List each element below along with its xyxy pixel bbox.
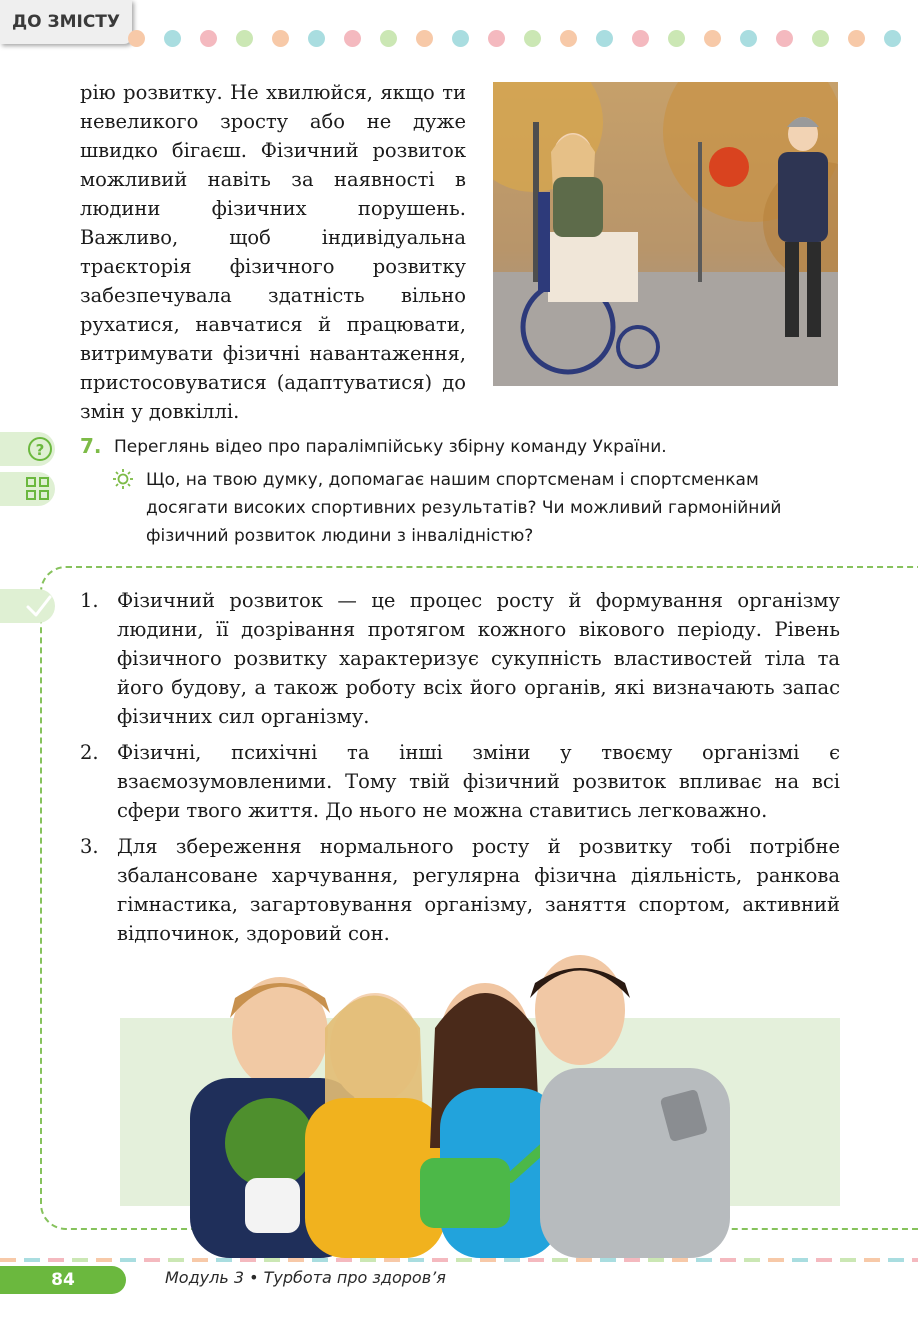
footer-dash xyxy=(48,1258,64,1262)
footer-dash xyxy=(240,1258,256,1262)
decorative-dot xyxy=(812,30,829,47)
summary-item xyxy=(80,738,840,825)
summary-list xyxy=(80,586,840,955)
footer-dash xyxy=(408,1258,424,1262)
footer-dash xyxy=(792,1258,808,1262)
decorative-dot-row xyxy=(128,30,908,48)
footer-dash xyxy=(96,1258,112,1262)
decorative-dot xyxy=(308,30,325,47)
intro-paragraph: рію розвитку. Не хвилюйся, якщо ти невеликого зросту або не дуже швидко бігаєш. Фізичний розвиток можливий навіть за наявності в людини фізичних порушень. Важливо, щоб індивідуальна траєкторія фізичного розвитку забезпечувала здатність вільно рухатися, навчатися й працювати, витримувати фізичні навантаження, пристосовуватися (адаптуватися) до змін у довкіллі. xyxy=(80,81,466,423)
summary-item-text: Фізичний розвиток — це процес росту й формування організму людини, її дозрівання протягом кожного вікового періоду. Рівень фізичного розвитку характеризує сукупність властивостей тіла та його будову, а також роботу всіх його органів, які визначають запас фізичних сил організму. xyxy=(117,589,840,728)
footer-dash xyxy=(912,1258,918,1262)
decorative-dot xyxy=(380,30,397,47)
footer-dash xyxy=(672,1258,688,1262)
qr-code-tab[interactable] xyxy=(0,472,55,506)
footer-dash xyxy=(504,1258,520,1262)
footer-dash xyxy=(288,1258,304,1262)
footer-dash xyxy=(744,1258,760,1262)
footer-dashed-line xyxy=(0,1258,918,1262)
summary-item-number: 1. xyxy=(80,589,99,612)
qr-code-icon xyxy=(0,472,55,506)
question-tab xyxy=(0,432,55,466)
decorative-dot xyxy=(668,30,685,47)
footer-dash xyxy=(816,1258,832,1262)
decorative-dot xyxy=(128,30,145,47)
footer-dash xyxy=(336,1258,352,1262)
decorative-dot xyxy=(848,30,865,47)
decorative-dot xyxy=(704,30,721,47)
summary-tab xyxy=(0,589,55,623)
footer-dash xyxy=(24,1258,40,1262)
decorative-dot xyxy=(740,30,757,47)
summary-item xyxy=(80,832,840,948)
kids-selfie-photo xyxy=(120,948,840,1258)
footer-dash xyxy=(456,1258,472,1262)
wheelchair-basketball-photo xyxy=(493,82,838,386)
decorative-dot xyxy=(452,30,469,47)
page-number: 84 xyxy=(0,1266,126,1294)
footer-dash xyxy=(480,1258,496,1262)
footer-dash xyxy=(648,1258,664,1262)
decorative-dot xyxy=(488,30,505,47)
decorative-dot xyxy=(236,30,253,47)
decorative-dot xyxy=(596,30,613,47)
footer-dash xyxy=(384,1258,400,1262)
question-icon xyxy=(0,432,55,466)
footer-dash xyxy=(576,1258,592,1262)
task-number: 7. xyxy=(80,434,102,458)
decorative-dot xyxy=(524,30,541,47)
decorative-dot xyxy=(416,30,433,47)
decorative-dot xyxy=(272,30,289,47)
footer-dash xyxy=(312,1258,328,1262)
footer-dash xyxy=(840,1258,856,1262)
decorative-dot xyxy=(884,30,901,47)
decorative-dot xyxy=(164,30,181,47)
summary-item-text: Для збереження нормального росту й розвитку тобі потрібне збалансоване харчування, регулярна фізична діяльність, ранкова гімнастика, загартовування організму, заняття спортом, активний відпочинок, здоровий сон. xyxy=(117,835,840,945)
decorative-dot xyxy=(344,30,361,47)
footer-dash xyxy=(168,1258,184,1262)
footer-dash xyxy=(144,1258,160,1262)
task-instruction: Переглянь відео про паралімпійську збірну команду України. xyxy=(114,437,667,457)
toc-button[interactable]: ДО ЗМІСТУ xyxy=(0,0,132,44)
sun-icon xyxy=(112,468,134,490)
footer-dash xyxy=(768,1258,784,1262)
footer-dash xyxy=(600,1258,616,1262)
summary-item-number: 2. xyxy=(80,741,99,764)
footer-dash xyxy=(888,1258,904,1262)
svg-text:?: ? xyxy=(35,441,45,459)
footer-dash xyxy=(72,1258,88,1262)
footer-dash xyxy=(624,1258,640,1262)
footer-dash xyxy=(264,1258,280,1262)
footer-dash xyxy=(192,1258,208,1262)
decorative-dot xyxy=(560,30,577,47)
footer-dash xyxy=(360,1258,376,1262)
footer-dash xyxy=(864,1258,880,1262)
footer-dash xyxy=(720,1258,736,1262)
decorative-dot xyxy=(632,30,649,47)
summary-item-text: Фізичні, психічні та інші зміни у твоєму організмі є взаємозумовленими. Тому твій фізичний розвиток впливає на всі сфери твого життя. До нього не можна ставитись легковажно. xyxy=(117,741,840,822)
footer-dash xyxy=(552,1258,568,1262)
footer-dash xyxy=(528,1258,544,1262)
footer-dash xyxy=(696,1258,712,1262)
footer-dash xyxy=(216,1258,232,1262)
footer-module-title: Модуль 3 • Турбота про здоров’я xyxy=(165,1268,446,1287)
checkmark-icon xyxy=(0,589,55,623)
task-question: Що, на твою думку, допомагає нашим спортсменам і спортсменкам досягати високих спортивних результатів? Чи можливий гармонійний фізичний розвиток людини з інвалідністю? xyxy=(146,470,782,546)
footer-dash xyxy=(432,1258,448,1262)
footer-dash xyxy=(0,1258,16,1262)
decorative-dot xyxy=(200,30,217,47)
summary-item xyxy=(80,586,840,731)
decorative-dot xyxy=(776,30,793,47)
footer-dash xyxy=(120,1258,136,1262)
summary-item-number: 3. xyxy=(80,835,99,858)
